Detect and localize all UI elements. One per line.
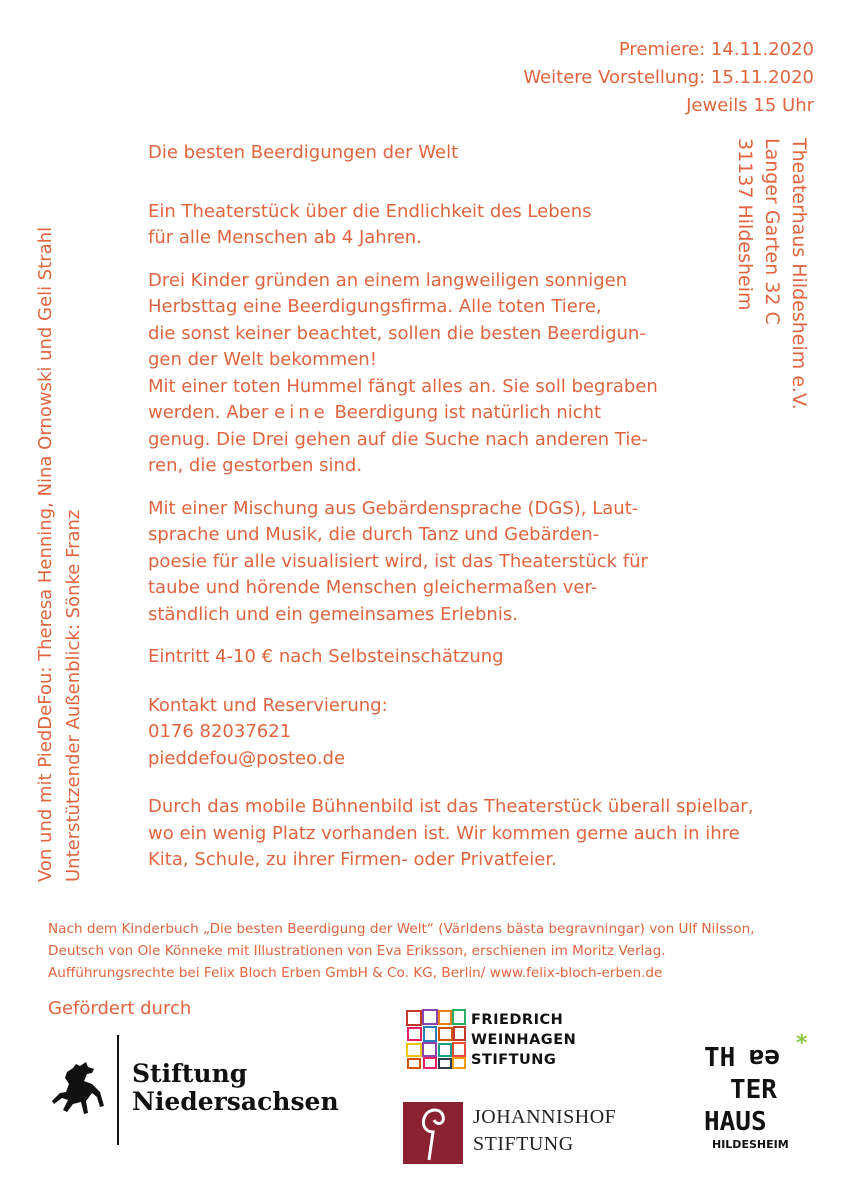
story-line: Mit einer toten Hummel fängt alles an. Sie soll begraben	[148, 375, 658, 397]
play-title: Die besten Beerdigungen der Welt	[148, 142, 459, 163]
stiftung-niedersachsen-logo	[50, 1030, 360, 1145]
method-line: sprache und Musik, die durch Tanz und Gebärden-	[148, 524, 600, 545]
main-text	[148, 140, 808, 874]
story-line: Herbsttag eine Beerdigungsfirma. Alle toten Tiere,	[148, 296, 602, 317]
outside-eye-line: Unterstützender Außenblick: Sönke Franz	[63, 509, 84, 882]
admission-info: Eintritt 4-10 € nach Selbsteinschätzung	[148, 646, 504, 667]
johannishof-stiftung-logo	[403, 1102, 663, 1166]
theaterhaus-logo	[700, 1030, 820, 1160]
credit-line: Aufführungsrechte bei Felix Bloch Erben GmbH & Co. KG, Berlin/ www.felix-bloch-erben.de	[48, 965, 663, 981]
mobile-line: Durch das mobile Bühnenbild ist das Theaterstück überall spielbar,	[148, 796, 754, 817]
intro-line: Ein Theaterstück über die Endlichkeit des Lebens	[148, 200, 592, 222]
performance-dates	[523, 36, 814, 120]
story-line: genug. Die Drei gehen auf die Suche nach anderen Tie-	[148, 428, 648, 450]
sn-line: Stiftung	[132, 1059, 248, 1088]
story-line: die sonst keiner beachtet, sollen die besten Beerdigun-	[148, 322, 646, 344]
story-line: gen der Welt bekommen!	[148, 349, 377, 370]
th-logo-text: HILDESHEIM	[712, 1138, 789, 1151]
story-line: ren, die gestorben sind.	[148, 455, 363, 476]
method-line: taube und hörende Menschen gleichermaßen ver-	[148, 577, 598, 598]
story-line: Drei Kinder gründen an einem langweiligen sonnigen	[148, 269, 628, 291]
logo-divider	[117, 1035, 119, 1145]
stiftung-niedersachsen-text	[132, 1060, 339, 1116]
sn-line: Niedersachsen	[132, 1087, 339, 1116]
method-line: ständlich und ein gemeinsames Erlebnis.	[148, 603, 518, 625]
venue-name: Theaterhaus Hildesheim e.V.	[788, 138, 810, 410]
premiere-date: Premiere: 14.11.2020	[618, 39, 814, 60]
jh-line: STIFTUNG	[473, 1133, 574, 1155]
venue-city: 31137 Hildesheim	[734, 138, 756, 311]
show-time: Jeweils 15 Uhr	[686, 95, 814, 116]
horse-icon	[50, 1060, 110, 1130]
fw-line: WEINHAGEN	[471, 1032, 577, 1048]
contact-email[interactable]: pieddefou@posteo.de	[148, 747, 346, 769]
intro-line: für alle Menschen ab 4 Jahren.	[148, 227, 422, 248]
contact-block	[148, 693, 808, 773]
funding-label: Gefördert durch	[48, 998, 192, 1019]
th-logo-text: HAUS	[704, 1107, 767, 1137]
johannishof-text	[473, 1104, 616, 1158]
method-line: Mit einer Mischung aus Gebärdensprache (DGS), Laut-	[148, 497, 639, 519]
cast-credits-vertical	[32, 162, 88, 882]
contact-heading: Kontakt und Reservierung:	[148, 694, 388, 716]
crozier-icon	[403, 1102, 463, 1164]
story-line: werden. Aber	[148, 402, 275, 423]
jh-line: JOHANNISHOF	[473, 1106, 617, 1128]
mobile-stage-paragraph	[148, 794, 808, 874]
cast-line: Von und mit PiedDeFou: Theresa Henning, Nina Ornowski und Geli Strahl	[35, 226, 56, 882]
method-paragraph	[148, 496, 808, 629]
story-line: Beerdigung ist natürlich nicht	[328, 402, 602, 423]
weinhagen-text	[471, 1010, 576, 1070]
credit-line: Nach dem Kinderbuch „Die besten Beerdigung der Welt“ (Världens bästa begravningar) von Ulf Nilsson,	[48, 921, 755, 937]
contact-phone[interactable]: 0176 82037621	[148, 721, 292, 742]
emphasis-eine: eine	[274, 402, 329, 423]
second-performance-date: Weitere Vorstellung: 15.11.2020	[523, 67, 814, 88]
story-paragraph	[148, 268, 808, 480]
mobile-line: Kita, Schule, zu ihrer Firmen- oder Privatfeier.	[148, 849, 557, 870]
fw-line: FRIEDRICH	[471, 1012, 564, 1028]
fw-line: STIFTUNG	[471, 1052, 557, 1068]
book-credits	[48, 918, 828, 984]
th-logo-text: ea	[748, 1043, 780, 1073]
th-logo-text: TH	[704, 1043, 736, 1073]
venue-street: Langer Garten 32 C	[761, 138, 783, 325]
method-line: poesie für alle visualisiert wird, ist das Theaterstück für	[148, 550, 648, 572]
th-logo-text: TER	[730, 1075, 777, 1105]
colored-squares-icon	[405, 1008, 467, 1070]
weinhagen-stiftung-logo	[405, 1008, 605, 1074]
credit-line: Deutsch von Ole Könneke mit Illustrationen von Eva Eriksson, erschienen im Moritz Verlag.	[48, 943, 666, 959]
asterisk-icon: *	[796, 1031, 808, 1056]
mobile-line: wo ein wenig Platz vorhanden ist. Wir kommen gerne auch in ihre	[148, 822, 740, 844]
intro-paragraph	[148, 199, 808, 252]
